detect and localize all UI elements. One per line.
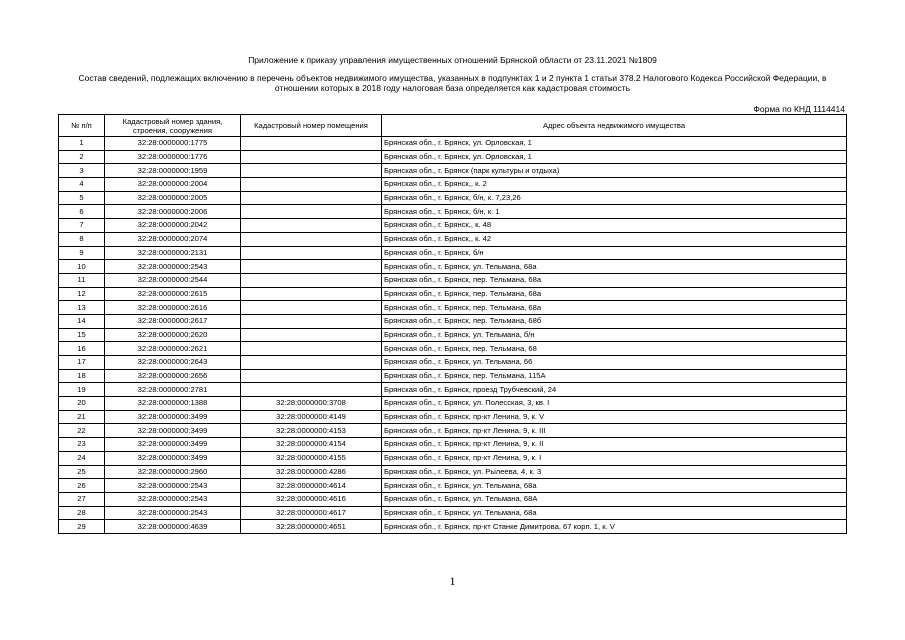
row-number-cell: 4 [59,178,105,192]
table-row [59,369,847,383]
room-cadastral-cell [241,150,382,164]
table-header-row [59,115,847,137]
row-number-cell: 10 [59,260,105,274]
table-row [59,150,847,164]
table-row [59,137,847,151]
building-cadastral-cell: 32:28:0000000:1775 [105,137,241,151]
building-cadastral-cell: 32:28:0000000:2960 [105,465,241,479]
room-cadastral-cell [241,273,382,287]
page-number: 1 [449,574,456,588]
address-cell: Брянская обл., г. Брянск, ул. Рылеева, 4, к. 3 [382,465,847,479]
building-cadastral-cell: 32:28:0000000:2543 [105,479,241,493]
table-row [59,465,847,479]
address-cell: Брянская обл., г. Брянск, пер. Тельмана, 68 [382,342,847,356]
address-cell: Брянская обл., г. Брянск,, к. 2 [382,178,847,192]
table-row [59,219,847,233]
row-number-cell: 26 [59,479,105,493]
row-number-cell: 19 [59,383,105,397]
address-cell: Брянская обл., г. Брянск,, к. 42 [382,232,847,246]
address-cell: Брянская обл., г. Брянск, пер. Тельмана, 68а [382,273,847,287]
row-number-cell: 7 [59,219,105,233]
row-number-cell: 5 [59,191,105,205]
row-number-cell: 17 [59,356,105,370]
table-row [59,451,847,465]
building-cadastral-cell: 32:28:0000000:2620 [105,328,241,342]
building-cadastral-cell: 32:28:0000000:2621 [105,342,241,356]
composition-heading: Состав сведений, подлежащих включению в перечень объектов недвижимого имущества, указанных в подпунктах 1 и 2 пункта 1 статьи 378.2 Налогового Кодекса Российской Федерации, в отношении которых в 2018 году налоговая база определяется как кадастровая стоимость [78,73,827,93]
header-address: Адрес объекта недвижимого имущества [382,115,847,137]
room-cadastral-cell: 32:28:0000000:4617 [241,506,382,520]
address-cell: Брянская обл., г. Брянск, пр-кт Ленина, 9, к. II [382,438,847,452]
building-cadastral-cell: 32:28:0000000:2131 [105,246,241,260]
address-cell: Брянская обл., г. Брянск, пер. Тельмана, 115А [382,369,847,383]
row-number-cell: 6 [59,205,105,219]
room-cadastral-cell: 32:28:0000000:4286 [241,465,382,479]
room-cadastral-cell [241,342,382,356]
room-cadastral-cell: 32:28:0000000:4149 [241,410,382,424]
building-cadastral-cell: 32:28:0000000:2543 [105,492,241,506]
room-cadastral-cell: 32:28:0000000:4153 [241,424,382,438]
row-number-cell: 2 [59,150,105,164]
address-cell: Брянская обл., г. Брянск, ул. Тельмана, 68а [382,506,847,520]
room-cadastral-cell [241,205,382,219]
room-cadastral-cell [241,219,382,233]
row-number-cell: 15 [59,328,105,342]
row-number-cell: 11 [59,273,105,287]
address-cell: Брянская обл., г. Брянск, пр-кт Ленина, 9, к. III [382,424,847,438]
building-cadastral-cell: 32:28:0000000:1776 [105,150,241,164]
table-row [59,246,847,260]
address-cell: Брянская обл., г. Брянск, пер. Тельмана, 68а [382,287,847,301]
room-cadastral-cell [241,287,382,301]
building-cadastral-cell: 32:28:0000000:2616 [105,301,241,315]
row-number-cell: 22 [59,424,105,438]
address-cell: Брянская обл., г. Брянск (парк культуры и отдыха) [382,164,847,178]
row-number-cell: 3 [59,164,105,178]
building-cadastral-cell: 32:28:0000000:2074 [105,232,241,246]
address-cell: Брянская обл., г. Брянск, пер. Тельмана, 68б [382,314,847,328]
table-row [59,397,847,411]
room-cadastral-cell [241,178,382,192]
table-row [59,287,847,301]
header-row-number: № п/п [59,115,105,137]
address-cell: Брянская обл., г. Брянск, пр-кт Ленина, 9, к. I [382,451,847,465]
row-number-cell: 29 [59,520,105,534]
row-number-cell: 14 [59,314,105,328]
address-cell: Брянская обл., г. Брянск, ул. Тельмана, 68а [382,479,847,493]
row-number-cell: 12 [59,287,105,301]
building-cadastral-cell: 32:28:0000000:3499 [105,424,241,438]
table-row [59,424,847,438]
building-cadastral-cell: 32:28:0000000:2005 [105,191,241,205]
appendix-heading: Приложение к приказу управления имущественных отношений Брянской области от 23.11.2021 №1809 [248,55,657,65]
building-cadastral-cell: 32:28:0000000:2042 [105,219,241,233]
table-row [59,438,847,452]
room-cadastral-cell [241,369,382,383]
building-cadastral-cell: 32:28:0000000:1959 [105,164,241,178]
table-row [59,205,847,219]
building-cadastral-cell: 32:28:0000000:2006 [105,205,241,219]
building-cadastral-cell: 32:28:0000000:3499 [105,438,241,452]
row-number-cell: 25 [59,465,105,479]
room-cadastral-cell [241,232,382,246]
header-room-cadastral: Кадастровый номер помещения [241,115,382,137]
address-cell: Брянская обл., г. Брянск, ул. Тельмана, 66 [382,356,847,370]
room-cadastral-cell [241,383,382,397]
building-cadastral-cell: 32:28:0000000:2004 [105,178,241,192]
address-cell: Брянская обл., г. Брянск, б/н [382,246,847,260]
table-row [59,314,847,328]
room-cadastral-cell [241,314,382,328]
address-cell: Брянская обл., г. Брянск, пр-кт Станке Димитрова, 67 корп. 1, к. V [382,520,847,534]
table-row [59,301,847,315]
row-number-cell: 20 [59,397,105,411]
table-body [59,137,847,534]
table-row [59,260,847,274]
room-cadastral-cell: 32:28:0000000:4154 [241,438,382,452]
address-cell: Брянская обл., г. Брянск, ул. Тельмана, б/н [382,328,847,342]
address-cell: Брянская обл., г. Брянск, ул. Полесская, 3, кв. I [382,397,847,411]
building-cadastral-cell: 32:28:0000000:3499 [105,410,241,424]
table-row [59,520,847,534]
building-cadastral-cell: 32:28:0000000:1388 [105,397,241,411]
room-cadastral-cell [241,164,382,178]
table-row [59,383,847,397]
room-cadastral-cell [241,191,382,205]
address-cell: Брянская обл., г. Брянск, ул. Орловская, 1 [382,137,847,151]
room-cadastral-cell [241,246,382,260]
table-row [59,342,847,356]
table-row [59,178,847,192]
building-cadastral-cell: 32:28:0000000:2656 [105,369,241,383]
building-cadastral-cell: 32:28:0000000:3499 [105,451,241,465]
row-number-cell: 16 [59,342,105,356]
room-cadastral-cell [241,137,382,151]
table-row [59,479,847,493]
row-number-cell: 23 [59,438,105,452]
header-building-cadastral: Кадастровый номер здания, строения, сооружения [105,115,241,137]
address-cell: Брянская обл., г. Брянск, ул. Тельмана, 68А [382,492,847,506]
row-number-cell: 24 [59,451,105,465]
row-number-cell: 28 [59,506,105,520]
table-row [59,191,847,205]
room-cadastral-cell: 32:28:0000000:4616 [241,492,382,506]
address-cell: Брянская обл., г. Брянск, ул. Орловская, 1 [382,150,847,164]
row-number-cell: 18 [59,369,105,383]
address-cell: Брянская обл., г. Брянск, б/н, к. 1 [382,205,847,219]
room-cadastral-cell: 32:28:0000000:4651 [241,520,382,534]
table-row [59,492,847,506]
table-row [59,506,847,520]
room-cadastral-cell [241,328,382,342]
table-row [59,356,847,370]
table-row [59,273,847,287]
row-number-cell: 9 [59,246,105,260]
building-cadastral-cell: 32:28:0000000:2615 [105,287,241,301]
address-cell: Брянская обл., г. Брянск, проезд Трубчевский, 24 [382,383,847,397]
room-cadastral-cell [241,260,382,274]
room-cadastral-cell: 32:28:0000000:4614 [241,479,382,493]
building-cadastral-cell: 32:28:0000000:4639 [105,520,241,534]
row-number-cell: 27 [59,492,105,506]
property-registry-table [58,114,847,534]
building-cadastral-cell: 32:28:0000000:2617 [105,314,241,328]
room-cadastral-cell [241,356,382,370]
building-cadastral-cell: 32:28:0000000:2781 [105,383,241,397]
table-row [59,164,847,178]
address-cell: Брянская обл., г. Брянск,, к. 48 [382,219,847,233]
table-row [59,232,847,246]
form-code-label: Форма по КНД 1114414 [753,104,845,114]
address-cell: Брянская обл., г. Брянск, б/н, к. 7,23,26 [382,191,847,205]
table-row [59,410,847,424]
address-cell: Брянская обл., г. Брянск, пер. Тельмана, 68а [382,301,847,315]
row-number-cell: 1 [59,137,105,151]
address-cell: Брянская обл., г. Брянск, ул. Тельмана, 68а [382,260,847,274]
row-number-cell: 13 [59,301,105,315]
row-number-cell: 21 [59,410,105,424]
building-cadastral-cell: 32:28:0000000:2543 [105,260,241,274]
room-cadastral-cell: 32:28:0000000:4155 [241,451,382,465]
building-cadastral-cell: 32:28:0000000:2543 [105,506,241,520]
room-cadastral-cell [241,301,382,315]
room-cadastral-cell: 32:28:0000000:3708 [241,397,382,411]
building-cadastral-cell: 32:28:0000000:2643 [105,356,241,370]
building-cadastral-cell: 32:28:0000000:2544 [105,273,241,287]
row-number-cell: 8 [59,232,105,246]
address-cell: Брянская обл., г. Брянск, пр-кт Ленина, 9, к. V [382,410,847,424]
table-row [59,328,847,342]
